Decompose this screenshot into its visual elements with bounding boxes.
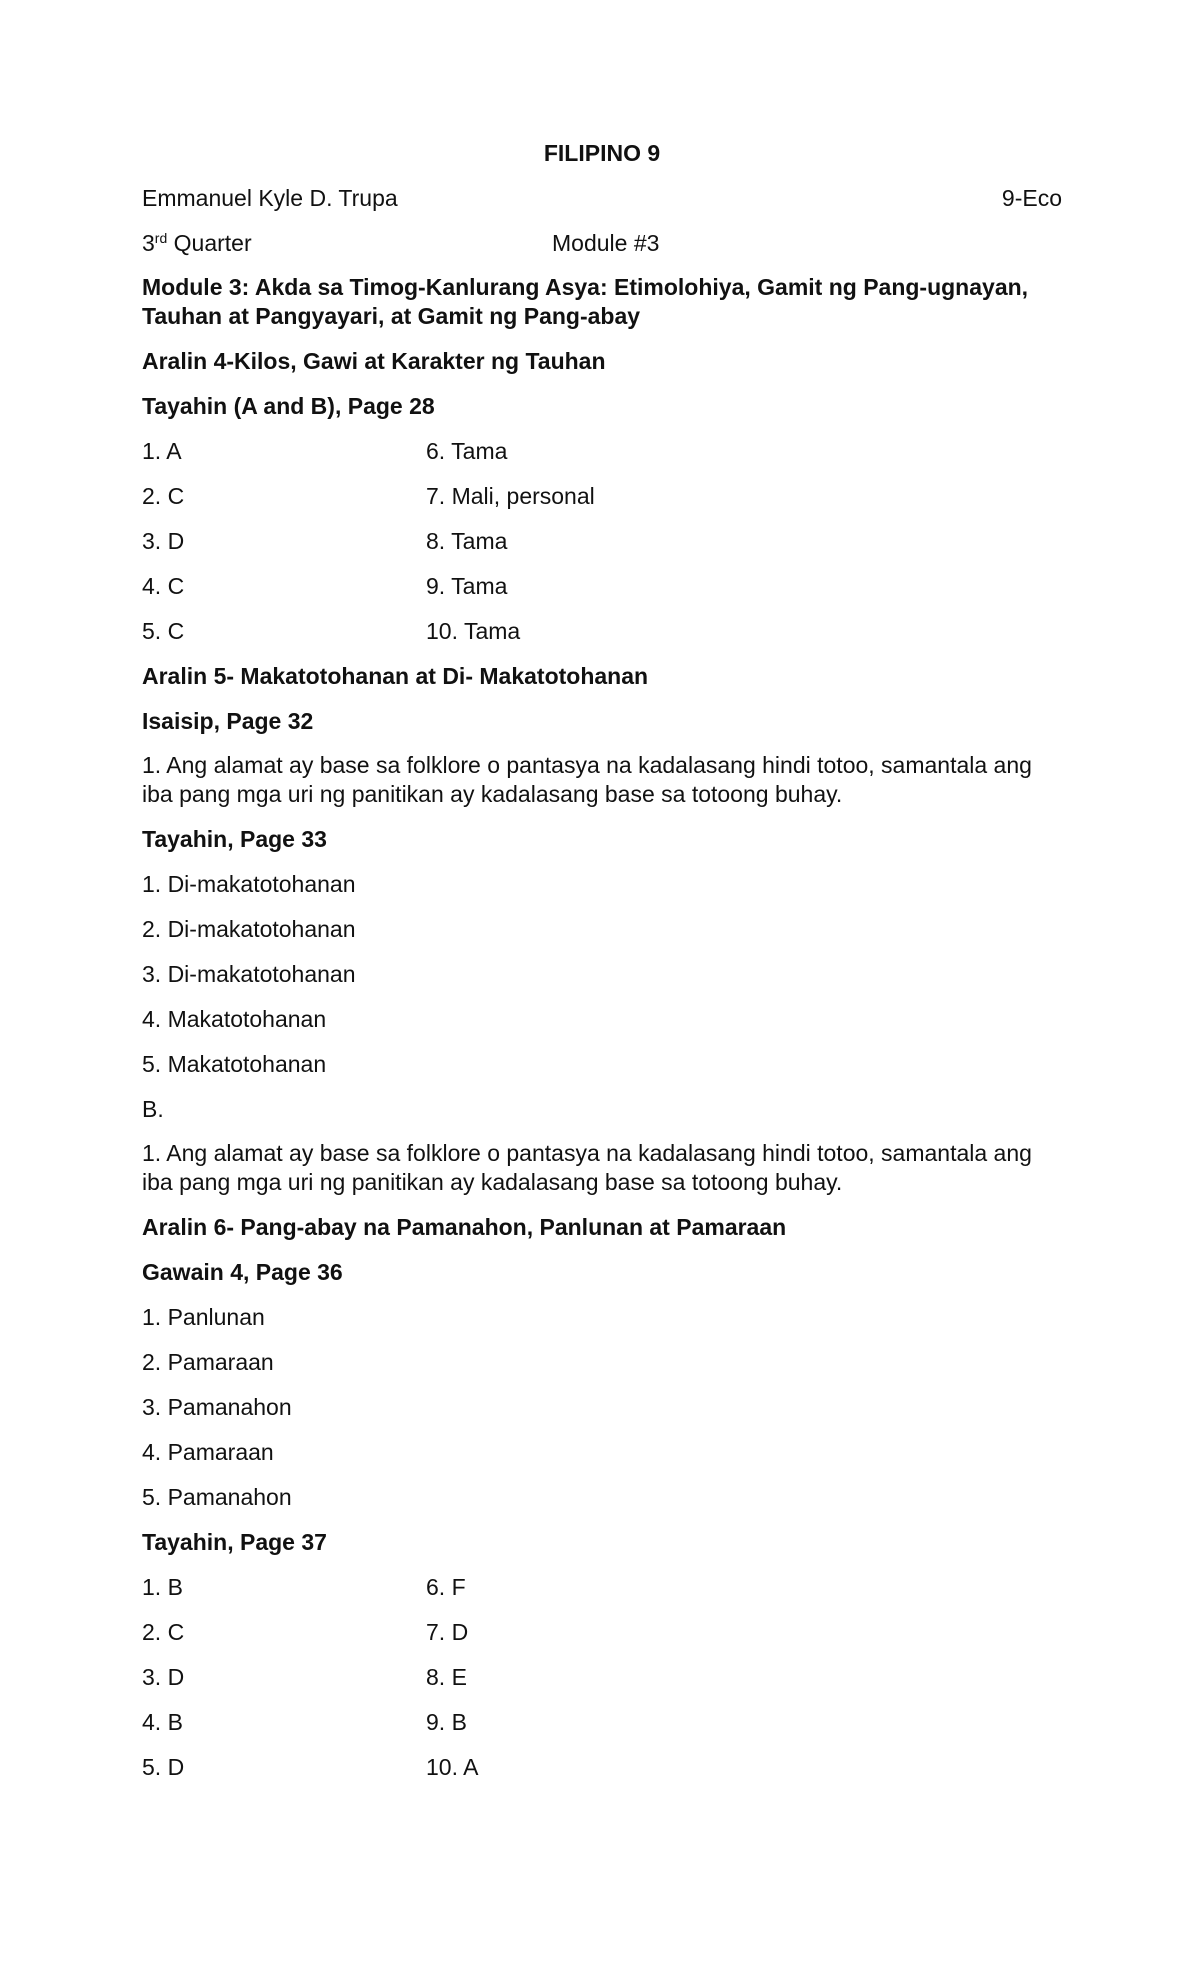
aralin6-answer-grid xyxy=(142,1572,1062,1782)
student-name: Emmanuel Kyle D. Trupa xyxy=(142,185,398,211)
quarter-suffix: rd xyxy=(154,230,168,246)
aralin5-answer-list xyxy=(142,869,1062,1124)
aralin6-gawain-list xyxy=(142,1302,1062,1512)
answer-left: 3. D xyxy=(142,528,185,554)
module-label: Module #3 xyxy=(552,230,660,256)
answer-left: 5. C xyxy=(142,618,185,644)
module-title: Module 3: Akda sa Timog-Kanlurang Asya: Etimolohiya, Gamit ng Pang-ugnayan, Tauhan at Pangyayari, at Gamit ng Pang-abay xyxy=(142,274,1029,329)
aralin5-isaisip-heading: Isaisip, Page 32 xyxy=(142,708,314,734)
aralin5-tayahin-heading: Tayahin, Page 33 xyxy=(142,826,327,852)
list-item: 5. Makatotohanan xyxy=(142,1051,327,1077)
answer-right: 9. B xyxy=(426,1709,467,1735)
answer-row xyxy=(142,1572,1062,1602)
answer-right: 8. E xyxy=(426,1664,467,1690)
answer-left: 5. D xyxy=(142,1754,185,1780)
list-item: 1. Di-makatotohanan xyxy=(142,871,356,897)
answer-right: 6. F xyxy=(426,1574,466,1600)
list-item: 2. Di-makatotohanan xyxy=(142,916,356,942)
answer-row xyxy=(142,436,1062,466)
list-item: 1. Panlunan xyxy=(142,1304,265,1330)
quarter-module-row xyxy=(142,228,1062,258)
answer-left: 4. B xyxy=(142,1709,183,1735)
aralin6-heading: Aralin 6- Pang-abay na Pamanahon, Panlunan at Pamaraan xyxy=(142,1214,787,1240)
list-item: 3. Di-makatotohanan xyxy=(142,961,356,987)
list-item: 2. Pamaraan xyxy=(142,1349,274,1375)
list-item: 4. Makatotohanan xyxy=(142,1006,327,1032)
answer-row xyxy=(142,1662,1062,1692)
list-item: 4. Pamaraan xyxy=(142,1439,274,1465)
aralin5-part-b-answer: 1. Ang alamat ay base sa folklore o pantasya na kadalasang hindi totoo, samantala ang iba pang mga uri ng panitikan ay kadalasang base sa totoong buhay. xyxy=(142,1140,1032,1195)
answer-right: 9. Tama xyxy=(426,573,508,599)
answer-row xyxy=(142,1752,1062,1782)
aralin4-answer-grid xyxy=(142,436,1062,646)
part-b-label: B. xyxy=(142,1096,164,1122)
aralin6-tayahin-heading: Tayahin, Page 37 xyxy=(142,1529,327,1555)
quarter-number: 3 xyxy=(142,230,155,256)
answer-right: 6. Tama xyxy=(426,438,508,464)
answer-right: 10. A xyxy=(426,1754,479,1780)
quarter-label xyxy=(142,228,552,258)
answer-right: 8. Tama xyxy=(426,528,508,554)
student-info-row xyxy=(142,183,1062,213)
answer-row xyxy=(142,1617,1062,1647)
answer-left: 1. B xyxy=(142,1574,183,1600)
list-item: 3. Pamanahon xyxy=(142,1394,292,1420)
aralin4-tayahin-heading: Tayahin (A and B), Page 28 xyxy=(142,393,435,419)
answer-left: 3. D xyxy=(142,1664,185,1690)
answer-row xyxy=(142,481,1062,511)
answer-left: 1. A xyxy=(142,438,182,464)
answer-right: 10. Tama xyxy=(426,618,521,644)
answer-row xyxy=(142,616,1062,646)
aralin5-heading: Aralin 5- Makatotohanan at Di- Makatotohanan xyxy=(142,663,649,689)
document-title: FILIPINO 9 xyxy=(543,140,661,166)
answer-right: 7. D xyxy=(426,1619,469,1645)
answer-right: 7. Mali, personal xyxy=(426,483,595,509)
answer-row xyxy=(142,526,1062,556)
answer-left: 2. C xyxy=(142,483,185,509)
aralin5-isaisip-answer: 1. Ang alamat ay base sa folklore o pantasya na kadalasang hindi totoo, samantala ang iba pang mga uri ng panitikan ay kadalasang base sa totoong buhay. xyxy=(142,752,1032,807)
aralin4-heading: Aralin 4-Kilos, Gawi at Karakter ng Tauhan xyxy=(142,348,606,374)
answer-row xyxy=(142,1707,1062,1737)
answer-row xyxy=(142,571,1062,601)
answer-left: 4. C xyxy=(142,573,185,599)
document-page xyxy=(142,138,1062,1797)
list-item: 5. Pamanahon xyxy=(142,1484,292,1510)
quarter-word: Quarter xyxy=(173,230,252,256)
aralin6-gawain-heading: Gawain 4, Page 36 xyxy=(142,1259,343,1285)
answer-left: 2. C xyxy=(142,1619,185,1645)
section-label: 9-Eco xyxy=(1001,185,1062,211)
